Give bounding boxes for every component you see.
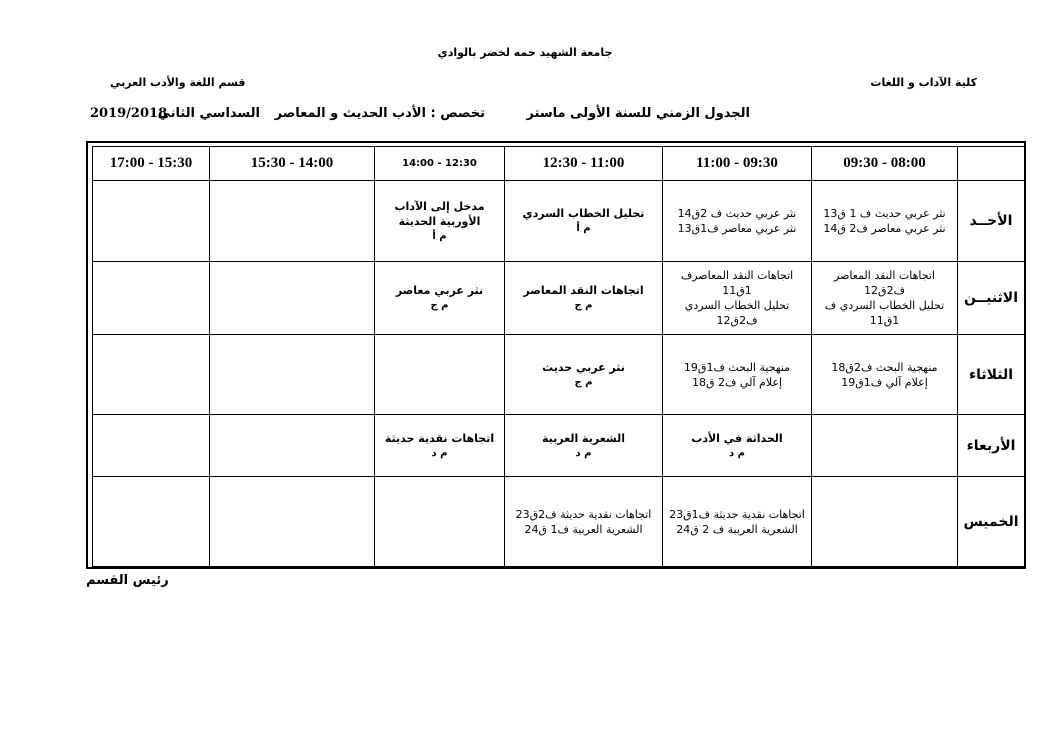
course-name: نثر عربي معاصر [395, 284, 484, 297]
day-row-wednesday [93, 415, 1025, 477]
schedule-cell [375, 181, 505, 262]
room-code: م ج [574, 300, 593, 311]
university-name: جامعة الشهيد حمه لخضر بالوادي [437, 46, 613, 59]
course-line: منهجية البحث ف2ق18 [831, 360, 938, 374]
department-head-signature-label: رئيس القسم [86, 573, 169, 588]
day-label: الأربعاء [958, 415, 1025, 477]
schedule-cell [812, 477, 958, 567]
schedule-cell [663, 335, 812, 415]
time-slot-header: 09:30 - 08:00 [812, 147, 958, 181]
time-slot-header: 15:30 - 14:00 [210, 147, 375, 181]
schedule-cell [812, 262, 958, 335]
schedule-cell [93, 181, 210, 262]
schedule-cell [812, 181, 958, 262]
academic-year: 2019/2018 [90, 106, 168, 121]
time-header-row [93, 147, 1025, 181]
day-row-tuesday [93, 335, 1025, 415]
course-line: نثر عربي حديث ف 2ق14 [677, 207, 797, 220]
day-row-sunday [93, 181, 1025, 262]
course-line: اتجاهات النقد المعاصرف 1ق11 [680, 269, 794, 297]
schedule-cell [663, 415, 812, 477]
course-line: نثر عربي معاصر ف2 ق14 [823, 222, 946, 235]
schedule-cell [93, 415, 210, 477]
specialty-label: تخصص : الأدب الحديث و المعاصر [274, 106, 485, 121]
schedule-cell [663, 262, 812, 335]
schedule-cell [210, 477, 375, 567]
schedule-cell [812, 415, 958, 477]
schedule-cell [505, 262, 663, 335]
schedule-cell [375, 415, 505, 477]
course-line: إعلام آلي ف2 ق18 [692, 375, 782, 389]
course-line: نثر عربي معاصر ف1ق13 [677, 222, 797, 235]
room-code: م ج [574, 376, 593, 388]
schedule-cell [375, 335, 505, 415]
day-row-thursday [93, 477, 1025, 567]
time-slot-header: 12:30 - 11:00 [505, 147, 663, 181]
schedule-cell [375, 262, 505, 335]
day-label: الخميس [958, 477, 1025, 567]
schedule-cell [210, 415, 375, 477]
course-line: اتجاهات نقدية حديثة ف1ق23 [669, 507, 805, 521]
schedule-cell [93, 335, 210, 415]
time-slot-header: 14:00 - 12:30 [375, 147, 505, 181]
schedule-cell [505, 415, 663, 477]
day-label: الاثنيــن [958, 262, 1025, 335]
schedule-cell [812, 335, 958, 415]
schedule-cell [505, 335, 663, 415]
schedule-cell [93, 477, 210, 567]
schedule-cell [505, 181, 663, 262]
course-line: نثر عربي حديث ف 1 ق13 [823, 207, 946, 220]
schedule-cell [663, 477, 812, 567]
course-line: إعلام آلي ف1ق19 [841, 375, 928, 389]
schedule-cell [210, 335, 375, 415]
course-name: اتجاهات نقدية حديثة [384, 431, 495, 445]
schedule-cell [663, 181, 812, 262]
time-slot-header: 11:00 - 09:30 [663, 147, 812, 181]
course-line: الشعرية العربية ف1 ق24 [524, 522, 643, 536]
faculty-name: كلية الآداب و اللغات [870, 76, 977, 89]
day-row-monday [93, 262, 1025, 335]
room-code: م أ [576, 223, 591, 234]
schedule-title-line [90, 106, 750, 126]
course-name: اتجاهات النقد المعاصر [523, 284, 644, 297]
department-name: قسم اللغة والأدب العربي [110, 76, 246, 89]
room-code: م د [431, 447, 448, 459]
timetable [92, 146, 1025, 567]
room-code: م د [729, 447, 745, 459]
schedule-cell [210, 262, 375, 335]
schedule-title: الجدول الزمني للسنة الأولى ماستر [526, 106, 750, 121]
course-name: مدخل إلى الآداب الأوربية الحديثة [394, 199, 485, 228]
schedule-cell [375, 477, 505, 567]
corner-cell [958, 147, 1025, 181]
schedule-cell [93, 262, 210, 335]
time-slot-header: 17:00 - 15:30 [93, 147, 210, 181]
room-code: م ج [430, 300, 449, 311]
course-line: تحليل الخطاب السردي ف 1ق11 [824, 299, 945, 327]
day-label: الأحــد [958, 181, 1025, 262]
course-line: اتجاهات النقد المعاصر ف2ق12 [834, 269, 935, 297]
course-name: الحداثة في الأدب [691, 431, 783, 445]
course-line: اتجاهات نقدية حديثة ف2ق23 [515, 507, 652, 521]
course-line: الشعرية العربية ف 2 ق24 [676, 522, 798, 536]
room-code: م د [575, 447, 592, 459]
room-code: م أ [432, 230, 447, 242]
semester-label: السداسي الثاني [157, 106, 260, 121]
course-line: منهجية البحث ف1ق19 [683, 360, 791, 374]
course-line: تحليل الخطاب السردي ف2ق12 [684, 299, 790, 327]
day-label: الثلاثاء [958, 335, 1025, 415]
course-name: تحليل الخطاب السردي [522, 207, 645, 220]
schedule-cell [505, 477, 663, 567]
course-name: الشعرية العربية [541, 431, 626, 445]
schedule-cell [210, 181, 375, 262]
course-name: نثر عربي حديث [542, 360, 625, 374]
